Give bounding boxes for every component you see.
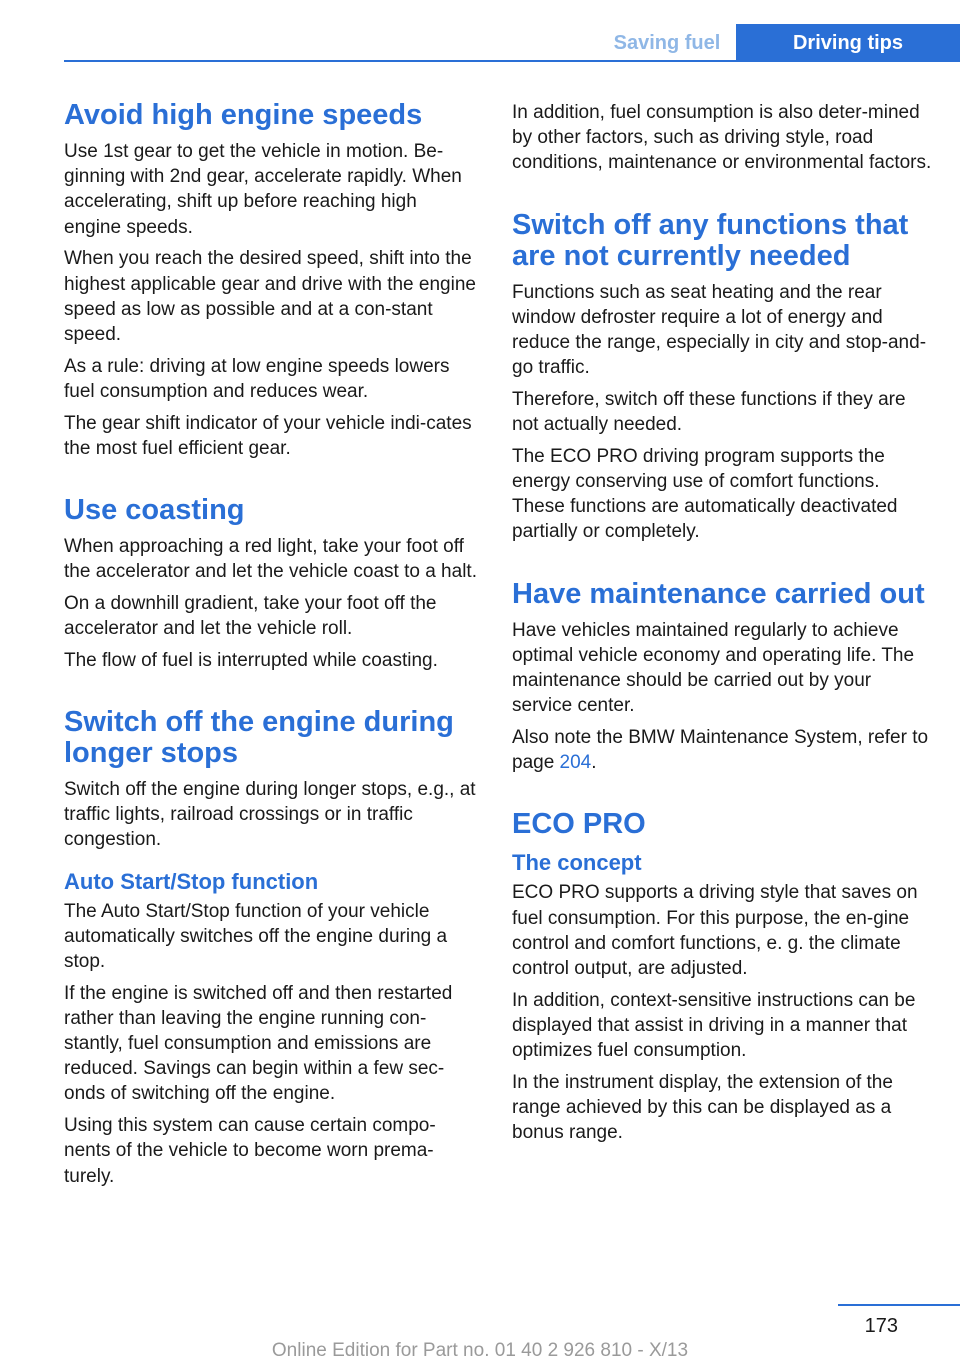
subheading-auto-start-stop: Auto Start/Stop function [64,868,319,894]
paragraph: ECO PRO supports a driving style that saves on fuel consumption. For this purpose, the en‐gine control and comfort functions, e. g. the climate control output, are adjusted. [512,882,918,979]
paragraph: The gear shift indicator of your vehicle indi‐cates the most fuel efficient gear. [64,412,472,459]
paragraph: When approaching a red light, take your foot off the accelerator and let the vehicle coast to a halt. [64,535,477,583]
paragraph: On a downhill gradient, take your foot off the accelerator and let the vehicle roll. [64,592,437,640]
paragraph: The Auto Start/Stop function of your vehicle automatically switches off the engine during a stop. [64,900,448,972]
paragraph: Therefore, switch off these functions if they are not actually needed. [512,388,906,436]
paragraph: Use 1st gear to get the vehicle in motion. Be‐ginning with 2nd gear, accelerate rapidly. When accelerating, shift up before reaching high engine speeds. [64,141,462,238]
heading-avoid-high-engine-speeds: Avoid high engine speeds [64,99,423,131]
heading-use-coasting: Use coasting [64,493,245,526]
reference-text: Also note the BMW Maintenance System, refer to page [512,726,929,774]
heading-maintenance: Have maintenance carried out [512,577,925,610]
paragraph: Functions such as seat heating and the rear window defroster require a lot of energy and reduce the range, especially in city and stop-and-go traffic. [512,281,927,379]
paragraph-maintenance-reference [512,725,932,775]
heading-switch-off-engine: Switch off the engine during longer stops [64,705,454,769]
paragraph: The ECO PRO driving program supports the energy conserving use of comfort functions. These functions are automatically deactivated partially or completely. [512,445,898,543]
paragraph: When you reach the desired speed, shift into the highest applicable gear and drive with the engine speed as low as possible and at a con‐stant speed. [64,248,476,345]
paragraph: The flow of fuel is interrupted while coasting. [64,649,438,671]
paragraph: In addition, context-sensitive instructions can be displayed that assist in driving in a manner that optimizes fuel consumption. [512,989,916,1062]
heading-switch-off-functions: Switch off any functions that are not currently needed [512,208,909,272]
page-reference-link[interactable]: 204 [559,752,592,774]
paragraph: In the instrument display, the extension of the range achieved by this can be displayed as a bonus range. [512,1071,893,1144]
right-column [512,100,932,1152]
header-rule [64,60,960,62]
paragraph: Using this system can cause certain compo‐nents of the vehicle to become worn prema‐turely. [64,1115,436,1187]
paragraph: In addition, fuel consumption is also deter‐mined by other factors, such as driving style, road conditions, maintenance or environmental factors. [512,102,932,174]
reference-text-end: . [591,752,597,774]
paragraph: Switch off the engine during longer stops, e.g., at traffic lights, railroad crossings or in traffic congestion. [64,778,476,851]
header-chapter-tab[interactable]: Driving tips [736,24,960,62]
heading-eco-pro: ECO PRO [512,808,646,841]
subheading-the-concept: The concept [512,850,642,876]
paragraph: If the engine is switched off and then restarted rather than leaving the engine running con‐stantly, fuel consumption and emissions are reduced. Savings can begin within a few sec‐onds of switching off the engine. [64,982,453,1105]
header-section-tab[interactable]: Saving fuel [613,31,721,54]
left-column [64,100,478,1195]
footer-rule [838,1304,960,1306]
paragraph: As a rule: driving at low engine speeds lowers fuel consumption and reduces wear. [64,355,450,402]
paragraph: Have vehicles maintained regularly to achieve optimal vehicle economy and operating life. The maintenance should be carried out by your service center. [512,619,915,717]
online-edition-footer: Online Edition for Part no. 01 40 2 926 810 - X/13 [271,1340,689,1361]
page-number: 173 [864,1315,898,1337]
